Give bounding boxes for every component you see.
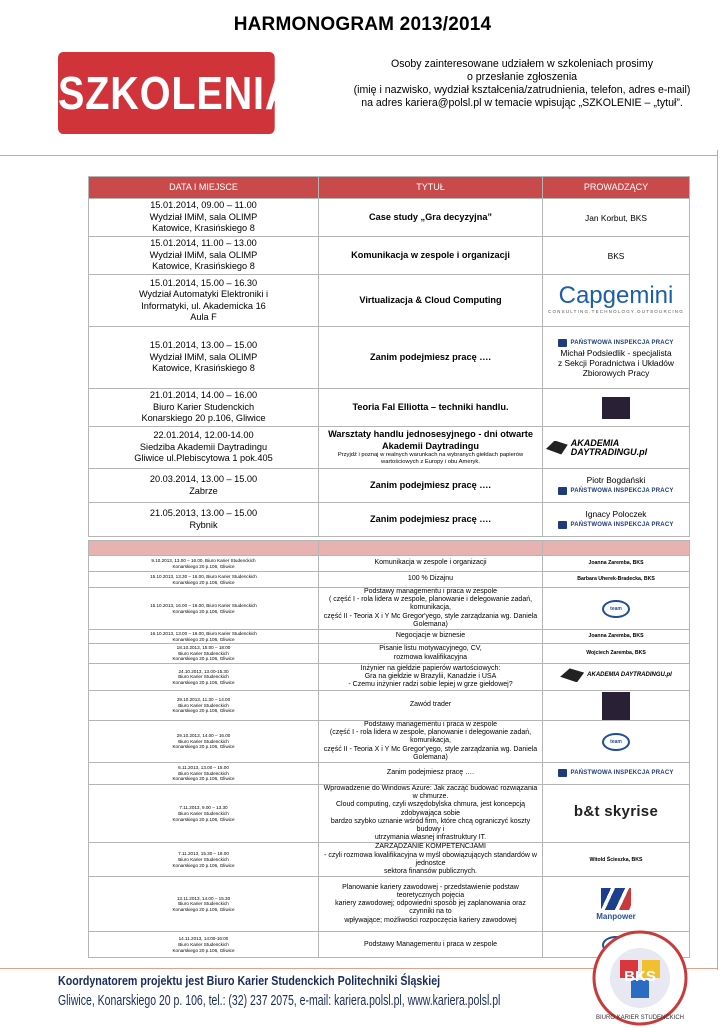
table-row <box>89 630 690 644</box>
daytrading-logo <box>543 664 690 691</box>
place-line: 15.01.2014, 15.00 – 16.30 <box>149 277 258 288</box>
fotrader-logo <box>543 389 690 427</box>
row-lead <box>543 327 690 389</box>
table-row <box>89 427 690 469</box>
place-line: Konarskiego 20 p.106, Gliwice <box>172 636 235 642</box>
title-line: Wprowadzenie do Windows Azure: Jak zacząć budować rozwiązania w chmurze. <box>323 785 538 801</box>
intro-text <box>322 58 722 110</box>
row-title <box>319 664 543 691</box>
row-place <box>89 785 319 843</box>
pip-icon <box>558 339 567 347</box>
place-line: 20.03.2014, 13.00 – 15.00 <box>149 474 258 485</box>
bks-badge-text: BIURO KARIER STUDENCKICH <box>595 1015 685 1021</box>
row-title: Zanim podejmiesz pracę …. <box>319 763 543 785</box>
row-title <box>319 588 543 630</box>
row-title <box>319 877 543 932</box>
row-title-text: Warsztaty handlu jednosesyjnego - dni otwarte Akademii Daytradingu <box>328 429 533 451</box>
fotrader-icon <box>602 692 630 720</box>
row-title <box>319 843 543 877</box>
place-line: Katowice, Krasińskiego 8 <box>152 223 255 234</box>
pip-logo-text: PAŃSTWOWA INSPEKCJA PRACY <box>570 340 674 347</box>
separator-cell <box>89 541 319 556</box>
table-row <box>89 572 690 588</box>
place-line: Wydział IMiM, sala OLIMP <box>149 351 258 362</box>
table-row <box>89 275 690 327</box>
place-line: Katowice, Krasińskiego 8 <box>152 363 255 374</box>
row-place <box>89 275 319 327</box>
row-title: Zanim podejmiesz pracę …. <box>319 469 543 503</box>
bks-badge-label: BKS <box>624 968 656 985</box>
place-line: Konarskiego 20 p.106, Gliwice <box>172 947 235 953</box>
table-row <box>89 556 690 572</box>
place-line: Katowice, Krasińskiego 8 <box>152 261 255 272</box>
row-title <box>319 785 543 843</box>
header-divider <box>0 155 718 156</box>
row-lead: Joanna Zaremba, BKS <box>543 556 690 572</box>
row-place <box>89 721 319 763</box>
pip-logo-text: PAŃSTWOWA INSPEKCJA PRACY <box>570 488 674 495</box>
title-line: Cloud computing, czyli wszędobylska chmura, jest koncepcją zdobywająca sobie <box>335 801 526 817</box>
place-line: Konarskiego 20 p.106, Gliwice <box>172 679 235 685</box>
bks-badge <box>590 928 690 1028</box>
place-line: Wydział IMiM, sala OLIMP <box>149 211 258 222</box>
place-line: Biuro Karier Studenckich <box>178 674 229 680</box>
row-title: Komunikacja w zespole i organizacji <box>319 556 543 572</box>
pip-logo <box>558 337 673 348</box>
place-line: Wydział IMiM, sala OLIMP <box>149 249 258 260</box>
separator-cell <box>543 541 690 556</box>
place-line: Biuro Karier Studenckich <box>178 738 229 744</box>
place-line: Biuro Karier Studenckich <box>178 770 229 776</box>
lead-line: Michał Podsiedlik - specjalista <box>560 348 672 359</box>
intro-line: na adres kariera@polsl.pl w temacie wpisując „SZKOLENIE – „tytuł”. <box>361 97 683 109</box>
title-line: rozmowa kwalifikacyjna <box>393 653 468 661</box>
lead-line: z Sekcji Poradnictwa i Układów <box>558 358 674 369</box>
pip-icon <box>558 769 567 777</box>
place-line: Informatyki, ul. Akademicka 16 <box>141 300 266 311</box>
capgemini-logo-sub: CONSULTING.TECHNOLOGY.OUTSOURCING <box>548 308 684 314</box>
place-line: Biuro Karier Studenckich <box>178 702 229 708</box>
place-line: Konarskiego 20 p.106, Gliwice <box>172 907 235 913</box>
title-line: część II - Teoria X i Y Mc Gregor'yego, style zarządzania wg. Daniela Golemana) <box>323 612 538 628</box>
place-line: Konarskiego 20 p.106, Gliwice <box>141 413 266 424</box>
table-row <box>89 237 690 275</box>
title-line: (część I - rola lidera w zespole, planowanie i delegowanie zadań, komunikacja, <box>329 729 532 745</box>
row-place <box>89 199 319 237</box>
team-icon: team <box>602 733 630 751</box>
header-lead: PROWADZĄCY <box>543 177 690 199</box>
table-row <box>89 644 690 664</box>
pip-logo <box>558 769 673 778</box>
row-lead <box>543 503 690 537</box>
title-line: Podstawy managementu i praca w zespole <box>363 588 498 595</box>
place-line: 16.10.2013, 13.00 – 16.00, Biuro Karier Studenckich <box>150 630 257 636</box>
table-header-row <box>89 177 690 199</box>
pip-logo <box>558 485 673 496</box>
row-title: Teoria Fal Elliotta – techniki handlu. <box>319 389 543 427</box>
place-line: Wydział Automatyki Elektroniki i <box>138 289 269 300</box>
daytrading-logo-text: AKADEMIA DAYTRADINGU.pl <box>570 437 648 457</box>
title-line: Podstawy managementu i praca w zespole <box>363 721 498 729</box>
row-title: Virtualizacja & Cloud Computing <box>319 275 543 327</box>
manpower-icon <box>601 888 631 910</box>
place-line: Gliwice ul.Plebiscytowa 1 pok.405 <box>134 453 273 464</box>
place-line: Konarskiego 20 p.106, Gliwice <box>172 656 235 662</box>
title-line: kariery zawodowej; odpowiedni sposób jej zaplanowania oraz czynniki na to <box>335 900 526 916</box>
title-line: Inżynier na giełdzie papierów wartościowych: <box>360 664 501 672</box>
place-line: Siedziba Akademii Daytradingu <box>139 441 268 452</box>
bt-skyrise-logo-text: b&t skyrise <box>573 803 659 821</box>
place-line: 6.11.2013, 13.00 – 15.00 <box>178 765 229 771</box>
row-place <box>89 664 319 691</box>
row-title: Negocjacje w biznesie <box>319 630 543 644</box>
fotrader-icon <box>602 397 630 419</box>
place-line: Konarskiego 20 p.106, Gliwice <box>172 776 235 782</box>
table-row <box>89 199 690 237</box>
lead-line: Piotr Bogdański <box>586 474 646 485</box>
title-line: ZARZĄDZANIE KOMPETENCJAMI <box>375 843 486 851</box>
table-row <box>89 877 690 932</box>
place-line: Konarskiego 20 p.106, Gliwice <box>172 563 235 569</box>
row-place <box>89 503 319 537</box>
row-place <box>89 572 319 588</box>
title-line: - czyli rozmowa kwalifikacyjna w myśl obowiązujących standardów w jednostce <box>324 851 537 867</box>
table-row <box>89 785 690 843</box>
place-line: 13.11.2013, 14.00 – 15.30 <box>176 895 231 901</box>
row-lead: Barbara Uherek-Bradecka, BKS <box>543 572 690 588</box>
row-title: Zawód trader <box>319 691 543 721</box>
row-lead <box>543 763 690 785</box>
place-line: 24.10.2013, 13.00-15.30 <box>178 668 229 674</box>
intro-line: (imię i nazwisko, wydział kształcenia/zatrudnienia, telefon, adres e-mail) <box>353 84 691 96</box>
row-lead: BKS <box>543 237 690 275</box>
place-line: Biuro Karier Studenckich <box>178 857 229 863</box>
team-logo <box>543 588 690 630</box>
footer-coordinator: Koordynatorem projektu jest Biuro Karier Studenckich Politechniki Śląskiej <box>58 973 441 988</box>
row-title: Komunikacja w zespole i organizacji <box>319 237 543 275</box>
title-line: wpływające; możliwości rozpoczęcia kariery zawodowej <box>344 916 517 924</box>
row-title <box>319 721 543 763</box>
lead-line: Ignacy Poloczek <box>585 508 647 519</box>
row-place <box>89 932 319 958</box>
team-icon: team <box>602 600 630 618</box>
row-title: Zanim podejmiesz pracę …. <box>319 503 543 537</box>
title-line: Planowanie kariery zawodowej - przedstawienie podstaw teoretycznych pojęcia <box>342 883 519 899</box>
row-place <box>89 644 319 664</box>
place-line: 9.10.2013, 13.00 – 16.00, Biuro Karier Studenckich <box>151 557 256 563</box>
place-line: 22.01.2014, 12.00-14.00 <box>153 430 254 441</box>
place-line: Konarskiego 20 p.106, Gliwice <box>172 862 235 868</box>
row-title <box>319 644 543 664</box>
szkolenia-logo: SZKOLENIA <box>58 52 275 134</box>
pip-logo-text: PAŃSTWOWA INSPEKCJA PRACY <box>570 770 674 777</box>
header-date-place: DATA I MIEJSCE <box>89 177 319 199</box>
row-title: Case study „Gra decyzyjna” <box>319 199 543 237</box>
table-row <box>89 691 690 721</box>
daytrading-logo <box>543 427 690 469</box>
table-row <box>89 503 690 537</box>
row-title: 100 % Dizajnu <box>319 572 543 588</box>
manpower-logo-text: Manpower <box>596 911 636 921</box>
lead-line: Zbiorowych Pracy <box>582 368 650 379</box>
row-lead: Jan Korbut, BKS <box>543 199 690 237</box>
place-line: 15.01.2014, 11.00 – 13.00 <box>150 238 257 249</box>
team-logo <box>543 721 690 763</box>
row-lead <box>543 469 690 503</box>
daytrading-logo-text: AKADEMIA DAYTRADINGU.pl <box>587 672 672 679</box>
table-row <box>89 389 690 427</box>
pip-logo <box>558 519 673 530</box>
capgemini-logo <box>543 275 690 327</box>
place-line: 15.01.2014, 09.00 – 11.00 <box>150 200 257 211</box>
place-line: Konarskiego 20 p.106, Gliwice <box>172 608 235 614</box>
pip-icon <box>558 521 567 529</box>
fotrader-logo <box>543 691 690 721</box>
place-line: Konarskiego 20 p.106, Gliwice <box>172 708 235 714</box>
place-line: Konarskiego 20 p.106, Gliwice <box>172 816 235 822</box>
intro-line: Osoby zainteresowane udziałem w szkoleniach prosimy <box>390 58 654 70</box>
row-subtitle: Przyjdź i poznaj w realnych warunkach na wybranych giełdach papierów wartościowych z Europy i obu Ameryk. <box>337 451 524 465</box>
row-lead: Joanna Zaremba, BKS <box>543 630 690 644</box>
pip-logo-text: PAŃSTWOWA INSPEKCJA PRACY <box>570 522 674 529</box>
place-line: Biuro Karier Studenckich <box>152 401 255 412</box>
place-line: Biuro Karier Studenckich <box>178 941 229 947</box>
intro-line: o przesłanie zgłoszenia <box>466 71 578 83</box>
title-line: bardzo szybko uznanie wśród firm, które chcą ograniczyć koszty budowy i <box>330 817 531 834</box>
place-line: 21.05.2013, 13.00 – 15.00 <box>149 508 258 519</box>
place-line: 14.11.2013, 14:00-16:00 <box>178 936 229 942</box>
row-place <box>89 469 319 503</box>
place-line: 15.10.2013, 16.00 – 16.00, Biuro Karier Studenckich <box>150 602 257 608</box>
row-place <box>89 427 319 469</box>
place-line: 29.10.2013, 11.30 – 14.00 <box>176 697 231 703</box>
table-row <box>89 469 690 503</box>
bull-icon <box>560 668 584 682</box>
place-line: Zabrze <box>189 485 218 496</box>
place-line: 15.01.2014, 13.00 – 15.00 <box>149 340 258 351</box>
right-margin-line <box>717 150 718 970</box>
place-line: Konarskiego 20 p.106, Gliwice <box>172 744 235 750</box>
schedule-table <box>88 176 690 537</box>
page-title: HARMONOGRAM 2013/2014 <box>233 14 492 35</box>
header-title: TYTUŁ <box>319 177 543 199</box>
capgemini-logo-text: Capgemini <box>558 281 674 309</box>
row-place <box>89 588 319 630</box>
place-line: Konarskiego 20 p.106, Gliwice <box>172 579 235 585</box>
row-place <box>89 877 319 932</box>
title-line: - Czemu inżynier radzi sobie lepiej w grze giełdowej? <box>348 681 513 689</box>
place-line: 21.01.2014, 14.00 – 16.00 <box>149 390 258 401</box>
table-row <box>89 664 690 691</box>
past-trainings-table <box>88 540 690 958</box>
table-row <box>89 763 690 785</box>
separator-cell <box>319 541 543 556</box>
row-title <box>319 427 543 469</box>
place-line: 29.10.2013, 14.00 – 16.00 <box>176 733 231 739</box>
row-place <box>89 556 319 572</box>
manpower-logo <box>543 877 690 932</box>
row-place <box>89 327 319 389</box>
separator-row <box>89 541 690 556</box>
row-title: Podstawy Managementu i praca w zespole <box>319 932 543 958</box>
title-line: Gra na giełdzie w Brazylii, Kanadzie i USA <box>364 672 497 680</box>
place-line: 15.10.2013, 13.30 – 16.00, Biuro Karier Studenckich <box>150 573 257 579</box>
place-line: 7.11.2013, 15.30 – 18.00 <box>178 851 229 857</box>
pip-icon <box>558 487 567 495</box>
title-line: sektora finansów publicznych. <box>384 868 477 876</box>
bull-icon <box>546 441 568 455</box>
bt-skyrise-logo <box>543 785 690 843</box>
row-lead: Wojciech Zaremba, BKS <box>543 644 690 664</box>
table-row <box>89 588 690 630</box>
row-title: Zanim podejmiesz pracę …. <box>319 327 543 389</box>
row-place <box>89 843 319 877</box>
row-lead: Witold Ścieszka, BKS <box>543 843 690 877</box>
row-place <box>89 630 319 644</box>
place-line: Rybnik <box>189 519 218 530</box>
title-line: Pisanie listu motywacyjnego, CV, <box>379 645 482 653</box>
place-line: Biuro Karier Studenckich <box>178 650 229 656</box>
row-place <box>89 763 319 785</box>
row-place <box>89 237 319 275</box>
place-line: Biuro Karier Studenckich <box>178 810 229 816</box>
place-line: Aula F <box>190 311 217 322</box>
row-place <box>89 691 319 721</box>
table-row <box>89 721 690 763</box>
title-line: część II - Teoria X i Y Mc Gregor'yego, style zarządzania wg. Daniela Golemana) <box>323 745 538 761</box>
place-line: 18.10.2013, 15:00 – 18:00 <box>176 645 231 651</box>
table-row <box>89 327 690 389</box>
place-line: Biuro Karier Studenckich <box>178 901 229 907</box>
row-place <box>89 389 319 427</box>
table-row <box>89 843 690 877</box>
title-line: utrzymania własnej infrastruktury IT. <box>374 834 487 842</box>
title-line: ( część I - rola lidera w zespole, planowanie i delegowanie zadań, komunikacja, <box>328 596 533 612</box>
footer-contact: Gliwice, Konarskiego 20 p. 106, tel.: (32) 237 2075, e-mail: kariera.polsl.pl, www.kariera.polsl.pl <box>58 992 501 1009</box>
place-line: 7.11.2013, 9.00 – 13.30 <box>179 805 228 811</box>
